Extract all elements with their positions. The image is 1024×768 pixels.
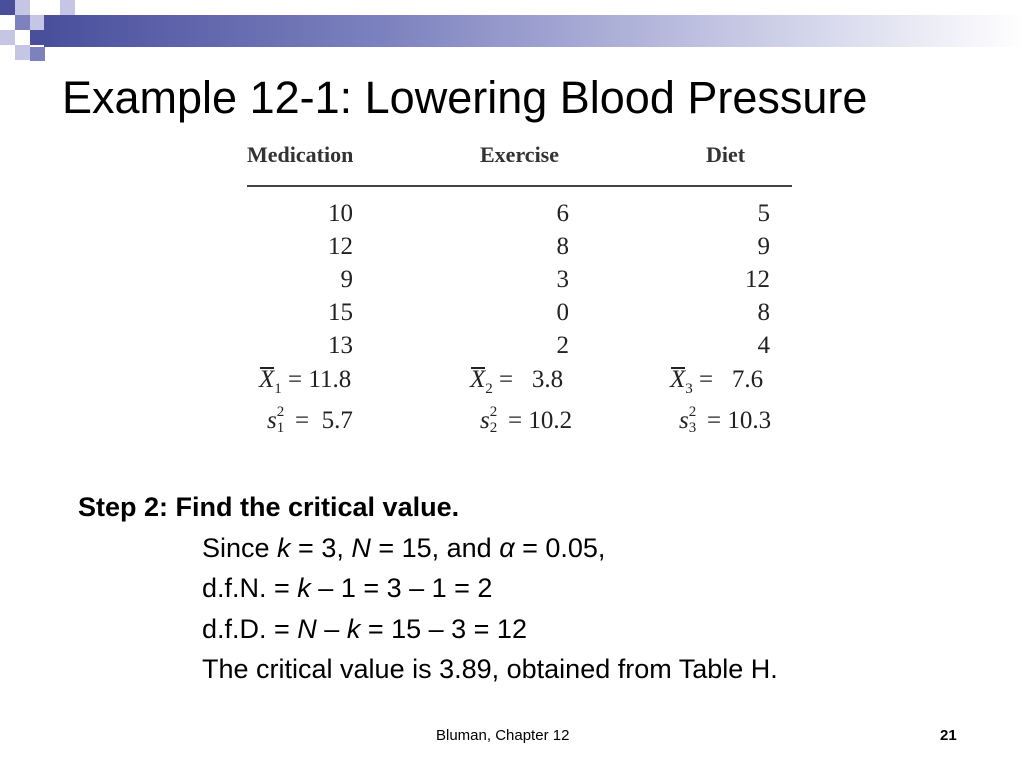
table-cell: 2: [556, 332, 569, 359]
step-heading: Step 2: Find the critical value.: [78, 492, 460, 522]
variance-exercise: s 2 2 = 10.2: [480, 404, 573, 436]
column-header-diet: Diet: [706, 142, 746, 167]
decor-square: [30, 47, 45, 61]
decor-square: [0, 30, 15, 45]
decor-square: [15, 15, 30, 30]
table-cell: 4: [757, 332, 770, 359]
table-cell: 12: [745, 266, 770, 293]
step-line-dfd: d.f.D. = N – k = 15 – 3 = 12: [202, 613, 527, 644]
mean-exercise: $X_2$ = 3.8: [470, 366, 564, 397]
table-cell: 12: [328, 233, 353, 260]
table-cell: 6: [556, 200, 569, 227]
variance-diet: s 2 3 = 10.3: [679, 404, 772, 436]
step-line-critical: The critical value is 3.89, obtained from Table H.: [202, 654, 778, 684]
footer-text: Bluman, Chapter 12: [436, 727, 570, 744]
column-header-exercise: Exercise: [480, 142, 560, 167]
table-cell: 9: [757, 233, 770, 260]
decor-square: [15, 45, 30, 60]
step-block: [78, 487, 778, 690]
decor-square: [15, 0, 30, 15]
mean-medication: $X_1 = 11.8$: [259, 366, 352, 397]
decor-square: [30, 15, 44, 30]
header-gradient-bar: [44, 15, 1024, 47]
header-rule: [247, 185, 792, 187]
table-cell: 3: [556, 266, 569, 293]
table-cell: 0: [556, 299, 569, 326]
data-table: [247, 142, 792, 442]
variance-medication: s 2 1 = 5.7: [267, 404, 353, 436]
table-cell: 10: [328, 200, 353, 227]
table-cell: 9: [340, 266, 353, 293]
decor-square: [60, 0, 75, 15]
page-number: 21: [940, 727, 957, 744]
step-line-since: Since k = 3, N = 15, and α = 0.05,: [202, 532, 606, 563]
table-cell: 13: [328, 332, 353, 359]
slide-title: Example 12-1: Lowering Blood Pressure: [62, 72, 868, 123]
table-cell: 8: [757, 299, 770, 326]
step-line-dfn: d.f.N. = k – 1 = 3 – 1 = 2: [202, 573, 493, 603]
decor-square: [30, 30, 44, 45]
table-cell: 8: [556, 233, 569, 260]
column-header-medication: Medication: [247, 142, 354, 167]
table-cell: 15: [328, 299, 353, 326]
table-cell: 5: [757, 200, 770, 227]
mean-diet: $X_3$ = 7.6: [670, 366, 764, 397]
decor-square: [0, 0, 15, 15]
